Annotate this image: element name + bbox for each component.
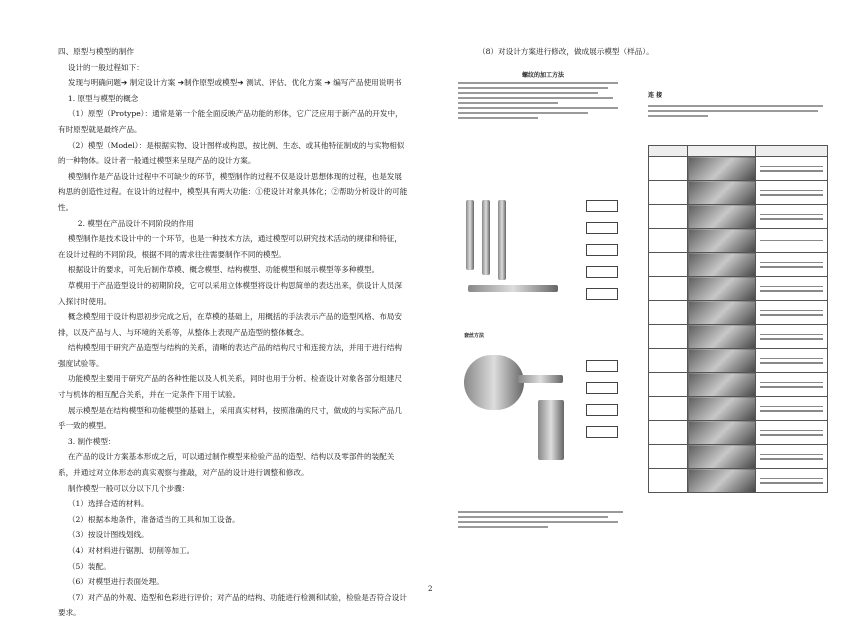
tap-tool-image: [482, 200, 490, 275]
paragraph: 概念模型用于设计构思初步完成之后，在草模的基础上，用概括的手法表示产品的造型风格、布局安排，以及产品与人、与环境的关系等，从整体上表现产品造型的整体概念。: [58, 312, 402, 337]
paragraph: 草模用于产品造型设计的初期阶段，它可以采用立体模型将设计构思简单的表达出来，供设计人员深入探讨时使用。: [58, 280, 402, 306]
paragraph: 结构模型用于研究产品造型与结构的关系，清晰的表达产品的结构尺寸和连接方法，并用于进行结构强度试验等。: [58, 343, 402, 368]
step-item: （7）对产品的外观、造型和色彩进行评价；对产品的结构、功能进行检测和试验，检验是否符合设计要求。: [58, 592, 407, 618]
vise-image: [538, 400, 564, 460]
die-stock-image: [464, 355, 524, 410]
connection-methods-figure: [648, 90, 828, 565]
flowchart-box: [586, 200, 618, 212]
flowchart-box: [586, 222, 618, 234]
left-text-column: [58, 44, 408, 621]
tap-tool-image: [466, 200, 474, 270]
tap-wrench-image: [468, 285, 558, 292]
paragraph: 模型制作是技术设计中的一个环节，也是一种技术方法，通过模型可以研究技术活动的规律和特征，在设计过程的不同阶段，根据不同的需求往往需要制作不同的模型。: [58, 234, 402, 259]
flowchart-box: [586, 288, 618, 300]
flowchart-box: [586, 360, 618, 372]
die-handle-image: [518, 375, 563, 383]
flowchart-box: [586, 404, 618, 416]
figure-notes: [458, 508, 628, 531]
process-flow-text: 发现与明确问题➔ 制定设计方案 ➔制作原型或模型➔ 测试、评估、优化方案 ➔ 编写产品使用说明书: [67, 78, 402, 88]
flowchart-box: [586, 244, 618, 256]
step-item: （6）对模型进行表面处理。: [67, 577, 164, 587]
paragraph: 模型制作是产品设计过程中不可缺少的环节，模型制作的过程不仅是设计思想体现的过程，也是发展构思的创造性过程。在设计的过程中，模型具有两大功能：①使设计对象具体化；②帮助分析设计的可能性。: [58, 171, 408, 212]
figure-title: 连 接: [648, 92, 663, 99]
step-8-caption: （8）对设计方案进行修改，做成展示模型（样品）。: [478, 47, 654, 56]
paragraph: 根据设计的要求，可先后制作草模、概念模型、结构模型、功能模型和展示模型等多种模型。: [67, 265, 380, 275]
paragraph: （1）原型（Protype）：通常是第一个能全面反映产品功能的形体，它广泛应用于新产品的开发中，有时原型就是最终产品。: [58, 109, 403, 134]
step-item: （3）按设计图线划线。: [67, 530, 149, 540]
flowchart-box: [586, 382, 618, 394]
subheading: 2. 模型在产品设计不同阶段的作用: [77, 218, 194, 228]
step-item: （4）对材料进行锯割、切削等加工。: [67, 546, 195, 555]
paragraph: （2）模型（Model）：是根据实物、设计图样或构思，按比例、生态、或其他特征制成的与实物相似的一种物体。设计者一般通过模型来呈现产品的设计方案。: [58, 140, 405, 166]
section-heading: 四、原型与模型的制作: [58, 47, 134, 56]
figure-title: 螺纹的加工方法: [521, 72, 564, 79]
flowchart-box: [586, 426, 618, 438]
step-item: （5）装配。: [67, 561, 111, 571]
connection-table: [648, 145, 828, 493]
tap-tool-image: [498, 200, 506, 280]
paragraph: 设计的一般过程如下：: [67, 62, 144, 72]
step-item: （2）根据本地条件，准备适当的工具和加工设备。: [67, 514, 240, 524]
thread-processing-figure: [458, 70, 628, 575]
subheading: 1. 原型与模型的概念: [67, 93, 139, 103]
step-item: （1）选择合适的材料。: [67, 499, 149, 509]
paragraph: 制作模型一般可以分以下几个步骤：: [67, 483, 190, 493]
figure-subtitle: 套丝方法: [464, 333, 485, 339]
paragraph: 功能模型主要用于研究产品的各种性能以及人机关系，同时也用于分析、检查设计对象各部分组建尺寸与机体的相互配合关系，并在一定条件下用于试验。: [58, 374, 402, 400]
paragraph: 展示模型是在结构模型和功能模型的基础上，采用真实材料，按照准确的尺寸，做成的与实际产品几乎一致的模型。: [58, 405, 402, 431]
paragraph: 在产品的设计方案基本形成之后，可以通过制作模型来检验产品的造型、结构以及零部件的装配关系，并通过对立体形态的真实观察与推敲，对产品的设计进行调整和修改。: [58, 452, 395, 478]
subheading: 3. 制作模型：: [67, 436, 116, 446]
flowchart-box: [586, 266, 618, 278]
page-number: 2: [428, 585, 433, 593]
